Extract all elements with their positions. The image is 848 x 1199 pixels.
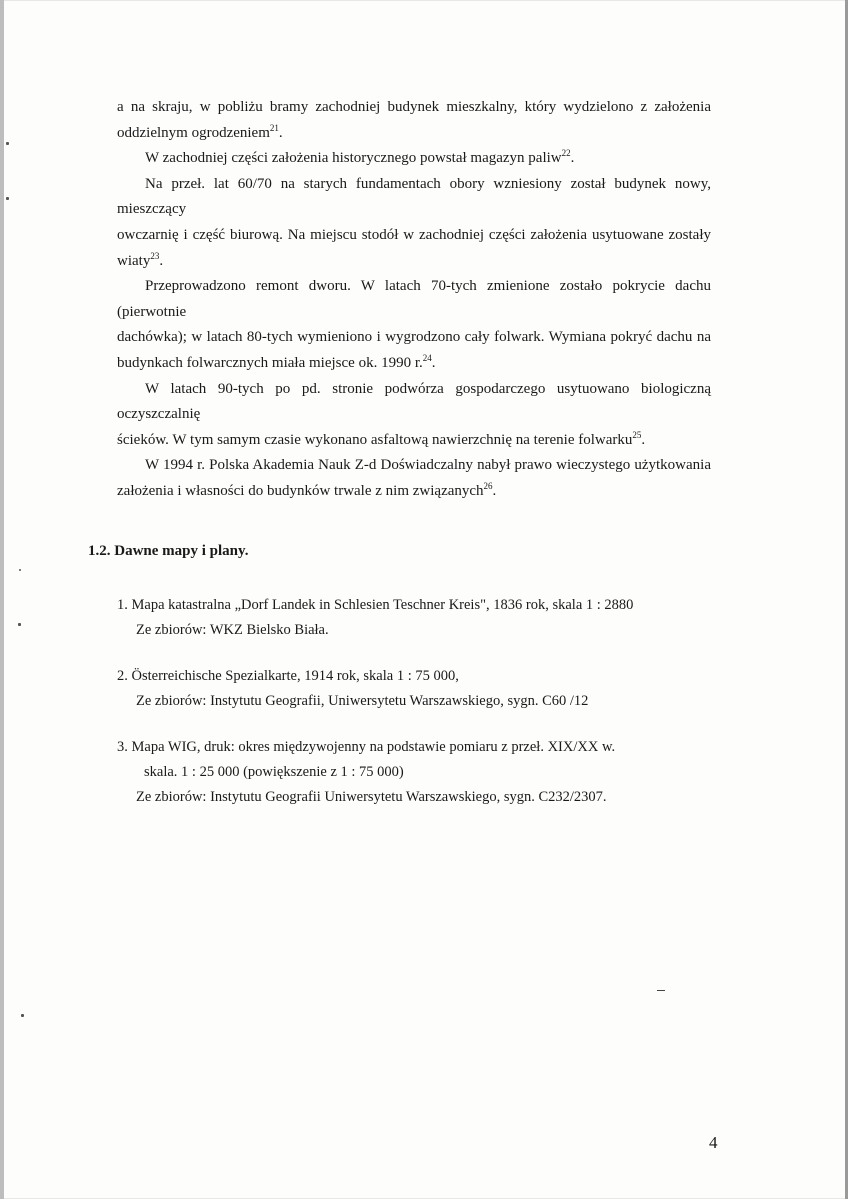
map-source: Ze zbiorów: Instytutu Geografii, Uniwersytetu Warszawskiego, sygn. C60 /12 bbox=[136, 693, 589, 709]
scan-dash bbox=[657, 990, 665, 991]
line-text: Na przeł. lat 60/70 na starych fundamentach obory wzniesiony został budynek nowy, mieszczący bbox=[117, 175, 711, 218]
line-text: założenia i własności do budynków trwale z nim związanych bbox=[117, 482, 484, 499]
section-heading: 1.2. Dawne mapy i plany. bbox=[88, 543, 249, 559]
line-text: W zachodniej części założenia historycznego powstał magazyn paliw bbox=[145, 150, 562, 167]
scan-speck bbox=[21, 1014, 24, 1017]
scan-speck bbox=[18, 623, 21, 626]
footnote-ref: 23 bbox=[150, 250, 160, 261]
map-title: 1. Mapa katastralna „Dorf Landek in Schlesien Teschner Kreis", 1836 rok, skala 1 : 2880 bbox=[117, 597, 634, 613]
line-text: W 1994 r. Polska Akademia Nauk Z-d Doświadczalny nabył prawo wieczystego użytkowania bbox=[145, 457, 711, 474]
paragraph-line bbox=[117, 249, 711, 275]
line-punct: . bbox=[492, 482, 497, 499]
map-source: Ze zbiorów: WKZ Bielsko Biała. bbox=[136, 622, 329, 638]
paragraph-line bbox=[117, 351, 711, 377]
line-punct: . bbox=[159, 252, 164, 269]
paragraph-line bbox=[117, 274, 711, 325]
line-text: wiaty bbox=[117, 252, 151, 269]
scan-left-edge bbox=[0, 0, 4, 1199]
paragraph-line bbox=[117, 325, 711, 351]
paragraph-line bbox=[117, 121, 711, 147]
footnote-ref: 24 bbox=[422, 352, 432, 363]
line-punct: . bbox=[641, 431, 646, 448]
line-text: W latach 90-tych po pd. stronie podwórza gospodarczego usytuowano biologiczną oczyszczalnię bbox=[117, 380, 711, 423]
line-text: a na skraju, w pobliżu bramy zachodniej budynek mieszkalny, który wydzielono z założenia bbox=[117, 99, 711, 115]
paragraph-line bbox=[117, 479, 711, 505]
page-number: 4 bbox=[709, 1133, 718, 1152]
line-punct: . bbox=[431, 354, 436, 371]
scan-speck bbox=[6, 142, 9, 145]
paragraph-line bbox=[117, 453, 711, 479]
paragraph-line bbox=[117, 377, 711, 428]
body-text bbox=[117, 95, 711, 505]
paragraph-line bbox=[117, 428, 711, 454]
scan-speck bbox=[6, 197, 9, 200]
list-item bbox=[117, 664, 717, 714]
paragraph-line bbox=[117, 223, 711, 249]
map-title: 3. Mapa WIG, druk: okres międzywojenny na podstawie pomiaru z przeł. XIX/XX w. bbox=[117, 739, 616, 755]
line-text: Przeprowadzono remont dworu. W latach 70-tych zmienione zostało pokrycie dachu (pierwotnie bbox=[117, 278, 711, 320]
paragraph-line bbox=[117, 95, 711, 121]
list-item bbox=[117, 735, 717, 810]
line-text: oddzielnym ogrodzeniem bbox=[117, 124, 270, 141]
line-punct: . bbox=[570, 150, 575, 167]
map-scale: skala. 1 : 25 000 (powiększenie z 1 : 75 000) bbox=[144, 764, 404, 780]
footnote-ref: 22 bbox=[561, 148, 571, 159]
footnote-ref: 25 bbox=[632, 429, 642, 440]
line-text: dachówka); w latach 80-tych wymieniono i wygrodzono cały folwark. Wymiana pokryć dachu na bbox=[117, 329, 711, 346]
line-text: owczarnię i część biurową. Na miejscu stodół w zachodniej części założenia usytuowane zostały bbox=[117, 226, 711, 243]
map-source: Ze zbiorów: Instytutu Geografii Uniwersytetu Warszawskiego, sygn. C232/2307. bbox=[136, 789, 607, 805]
map-title: 2. Österreichische Spezialkarte, 1914 rok, skala 1 : 75 000, bbox=[117, 668, 459, 684]
line-text: ścieków. W tym samym czasie wykonano asfaltową nawierzchnię na terenie folwarku bbox=[117, 431, 633, 448]
scan-speck bbox=[19, 569, 21, 571]
paragraph-line bbox=[117, 172, 711, 223]
footnote-ref: 26 bbox=[483, 480, 493, 491]
line-punct: . bbox=[278, 124, 283, 141]
map-list bbox=[117, 593, 717, 831]
paragraph-line bbox=[117, 146, 711, 172]
footnote-ref: 21 bbox=[269, 122, 279, 133]
list-item bbox=[117, 593, 717, 643]
line-text: budynkach folwarcznych miała miejsce ok. 1990 r. bbox=[117, 354, 423, 371]
